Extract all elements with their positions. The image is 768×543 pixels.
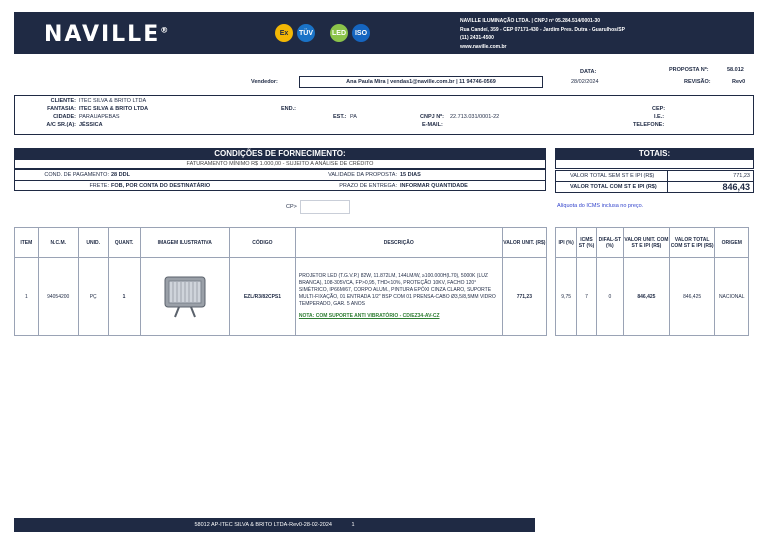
date-label: DATA:: [580, 69, 597, 75]
cell-icms: 7: [577, 258, 596, 336]
cell-unit-value: 771,23: [502, 258, 546, 336]
totals-spacer: [555, 159, 754, 169]
th-icms: ICMS ST (%): [577, 228, 596, 258]
total-without-label: VALOR TOTAL SEM ST E IPI (R$): [570, 173, 655, 179]
totals-col-divider: [667, 170, 668, 193]
th-origin: ORIGEM: [715, 228, 749, 258]
state-label: EST.:: [333, 114, 347, 120]
th-total-with: VALOR TOTAL COM ST E IPI (R$): [669, 228, 715, 258]
naville-logo: NAVILLE®: [44, 22, 171, 47]
table-row: [556, 258, 749, 336]
city-value: PARAUAPEBAS: [79, 114, 120, 120]
total-with-label: VALOR TOTAL COM ST E IPI (R$): [570, 184, 657, 190]
th-quant: QUANT.: [108, 228, 140, 258]
seller-label: Vendedor:: [251, 79, 278, 85]
cep-label: CEP:: [652, 106, 666, 112]
freight-value: FOB, POR CONTA DO DESTINATÁRIO: [111, 183, 211, 189]
th-item: ITEM: [15, 228, 39, 258]
minimum-billing: FATURAMENTO MÍNIMO R$ 1.000,00 - SUJEITO A ANÁLISE DE CRÉDITO: [14, 159, 546, 169]
cell-quant: 1: [108, 258, 140, 336]
icms-note: Alíquota do ICMS inclusa no preço.: [557, 203, 644, 209]
fantasia-value: ITEC SILVA & BRITO LTDA: [79, 106, 149, 112]
ie-label: I.E.:: [654, 114, 665, 120]
phone-label: TELEFONE:: [633, 122, 665, 128]
client-value: ITEC SILVA & BRITO LTDA: [79, 98, 147, 104]
revision-label: REVISÃO:: [684, 79, 711, 85]
delivery-label: PRAZO DE ENTREGA:: [339, 183, 397, 189]
items-table: [14, 227, 547, 336]
taxes-table: [555, 227, 749, 336]
conditions-title: CONDIÇÕES DE FORNECIMENTO:: [14, 148, 546, 159]
atex-badge-icon: Ex: [275, 24, 293, 42]
cell-code: EZL/R3/82CPS1: [230, 258, 296, 336]
th-unit-value: VALOR UNIT. (R$): [502, 228, 546, 258]
client-label: CLIENTE:: [50, 98, 76, 104]
conditions-divider: [14, 180, 546, 181]
footer-bar: [14, 518, 535, 532]
th-unit-with: VALOR UNIT. COM ST E IPI (R$): [624, 228, 670, 258]
delivery-value: INFORMAR QUANTIDADE: [400, 183, 468, 189]
payment-value: 28 DDL: [111, 172, 130, 178]
total-with-value: 846,43: [722, 182, 750, 192]
th-description: DESCRIÇÃO: [295, 228, 502, 258]
validity-label: VALIDADE DA PROPOSTA:: [328, 172, 397, 178]
revision-value: Rev0: [732, 79, 746, 85]
table-row: [15, 258, 547, 336]
cp-label: CP>: [286, 204, 297, 210]
cp-input[interactable]: [300, 200, 350, 214]
cell-difal: 0: [596, 258, 623, 336]
th-difal: DIFAL-ST (%): [596, 228, 623, 258]
cell-unit-with: 846,425: [624, 258, 670, 336]
cnpj-value: 22.713.031/0001-22: [450, 114, 500, 120]
cell-total-with: 846,425: [669, 258, 715, 336]
address-label: END.:: [281, 106, 296, 112]
proposal-date: 28/02/2024: [571, 79, 599, 85]
email-label: E-MAIL:: [422, 122, 443, 128]
freight-label: FRETE:: [89, 183, 109, 189]
company-info: NAVILLE ILUMINAÇÃO LTDA. | CNPJ nº 05.284.514/0001-30 Rua Candeí, 359 - CEP 07171-430 - Jardim Pres. Dutra - Guarulhos/SP (11) 2431-4500 www.naville.com.br: [460, 18, 625, 50]
cell-ncm: 94054200: [38, 258, 78, 336]
tuv-badge-icon: TÜV: [297, 24, 315, 42]
th-ipi: IPI (%): [556, 228, 577, 258]
footer-page: 1: [351, 522, 355, 528]
total-without-value: 771,23: [733, 173, 750, 179]
th-code: CÓDIGO: [230, 228, 296, 258]
seller-field: Ana Paula Mira | vendas1@naville.com.br | 11 94746-0569: [299, 76, 543, 88]
cell-item: 1: [15, 258, 39, 336]
th-unid: UNID.: [78, 228, 108, 258]
floodlight-image: [155, 271, 215, 321]
proposal-number-label: PROPOSTA Nº:: [669, 67, 709, 73]
cell-ipi: 9,75: [556, 258, 577, 336]
cell-image: [140, 258, 230, 336]
description-text: PROJETOR LED (T.G.V.P.) 82W, 11.872LM, 144LM/W, ≥100.000H(L70), 5000K (LUZ BRANCA), 108-305VCA, FP>0,95, THD<10%, PROTEÇÃO 10KV, FACHO 120° SIMÉTRICO, IP66M/67, CORPO ALUM., PINTURA EPÓXI CINZA CLARO, SUPORTE MULTI-FIXAÇÃO, 01 ENTRADA 1/2" BSP COM 01 PRENSA-CABO Ø3,5/8,5MM VIDRO TEMPERADO, GAR. 5 ANOS: [298, 273, 496, 307]
proposal-number: 58.012: [727, 67, 744, 73]
cell-unid: PÇ: [78, 258, 108, 336]
cnpj-label: CNPJ Nº:: [420, 114, 445, 120]
payment-label: COND. DE PAGAMENTO:: [44, 172, 109, 178]
iso-badge-icon: ISO: [352, 24, 370, 42]
city-label: CIDADE:: [53, 114, 76, 120]
totals-title: TOTAIS:: [555, 148, 754, 159]
th-image: IMAGEM ILUSTRATIVA: [140, 228, 230, 258]
cell-description: [295, 258, 502, 336]
validity-value: 15 DIAS: [400, 172, 421, 178]
attn-value: JÉSSICA: [79, 122, 103, 128]
led-badge-icon: LED: [330, 24, 348, 42]
th-ncm: N.C.M.: [38, 228, 78, 258]
state-value: PA: [350, 114, 357, 120]
description-note: NOTA: COM SUPORTE ANTI VIBRATÓRIO - CD/EZ34-AV-CZ: [298, 313, 440, 319]
cell-origin: NACIONAL: [715, 258, 749, 336]
fantasia-label: FANTASIA:: [47, 106, 76, 112]
attn-label: A/C SR.(A):: [46, 122, 76, 128]
footer-text: 58012 AP-ITEC SILVA & BRITO LTDA-Rev0-28-02-2024: [194, 522, 332, 528]
